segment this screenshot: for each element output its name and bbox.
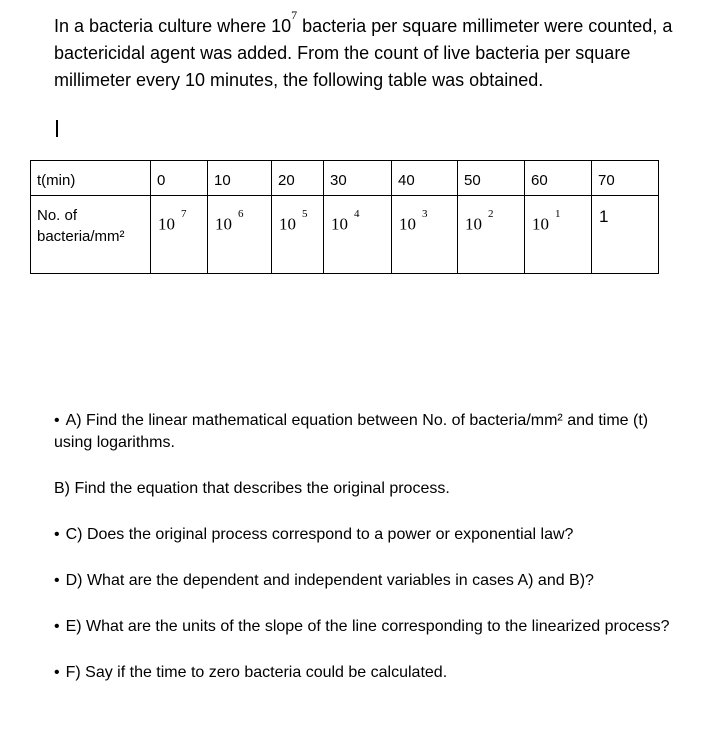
bacteria-header: No. of bacteria/mm² — [37, 207, 125, 245]
count-value — [151, 196, 207, 235]
text-cursor — [56, 120, 58, 137]
count-exponent: 6 — [238, 208, 244, 220]
time-cell — [324, 161, 392, 196]
count-base: 10 — [399, 214, 416, 234]
count-value — [272, 196, 323, 235]
time-cell — [208, 161, 272, 196]
count-exponent: 1 — [555, 208, 561, 220]
bullet: • — [54, 664, 60, 681]
time-cell — [525, 161, 592, 196]
bullet: • — [54, 572, 60, 589]
question-item — [54, 478, 674, 500]
count-value — [392, 196, 457, 235]
time-cell — [392, 161, 458, 196]
time-cell — [151, 161, 208, 196]
question-item — [54, 662, 674, 684]
time-value: 50 — [464, 172, 481, 189]
question-text: B) Find the equation that describes the original process. — [54, 480, 450, 497]
count-exponent: 7 — [181, 208, 187, 220]
question-text: D) What are the dependent and independent variables in cases A) and B)? — [65, 572, 594, 589]
bullet: • — [54, 412, 60, 429]
data-table — [30, 160, 659, 274]
question-item — [54, 616, 674, 638]
count-value — [525, 196, 591, 235]
count-value — [458, 196, 524, 235]
bacteria-row — [31, 196, 659, 274]
count-base: 10 — [215, 214, 232, 234]
question-item — [54, 410, 674, 454]
count-base: 10 — [279, 214, 296, 234]
question-text: A) Find the linear mathematical equation between No. of bacteria/mm² and time (t) using logarithms. — [54, 412, 649, 451]
question-text: C) Does the original process correspond to a power or exponential law? — [65, 526, 574, 543]
bullet: • — [54, 618, 60, 635]
time-cell — [592, 161, 659, 196]
time-value: 0 — [157, 172, 166, 189]
count-cell — [592, 196, 659, 274]
count-base: 10 — [465, 214, 482, 234]
count-exponent: 3 — [422, 208, 428, 220]
count-base: 10 — [532, 214, 549, 234]
count-base: 10 — [158, 214, 175, 234]
count-cell — [208, 196, 272, 274]
time-value: 10 — [214, 172, 231, 189]
time-cell — [272, 161, 324, 196]
count-value — [208, 196, 271, 235]
time-value: 40 — [398, 172, 415, 189]
count-cell — [151, 196, 208, 274]
time-header-cell — [31, 161, 151, 196]
count-value-last: 1 — [599, 207, 609, 226]
question-item — [54, 570, 674, 592]
question-text: F) Say if the time to zero bacteria could be calculated. — [65, 664, 448, 681]
count-exponent: 2 — [488, 208, 494, 220]
count-cell — [392, 196, 458, 274]
time-header: t(min) — [37, 172, 76, 189]
question-text: E) What are the units of the slope of the line corresponding to the linearized process? — [65, 618, 670, 635]
question-item — [54, 524, 674, 546]
count-exponent: 5 — [302, 208, 308, 220]
bacteria-header-cell — [31, 196, 151, 274]
intro-exponent: 7 — [291, 8, 298, 22]
problem-statement — [54, 8, 684, 94]
count-value — [324, 196, 391, 235]
time-value: 60 — [531, 172, 548, 189]
count-base: 10 — [331, 214, 348, 234]
time-cell — [458, 161, 525, 196]
intro-part1: In a bacteria culture where 10 — [54, 16, 292, 36]
count-cell — [525, 196, 592, 274]
time-value: 20 — [278, 172, 295, 189]
intro-part2: bacteria per square millimeter were counted, a bactericidal agent was added. From the count of live bacteria per square millimeter every 10 minutes, the following table was obtained. — [54, 16, 673, 90]
time-value: 70 — [598, 172, 615, 189]
count-exponent: 4 — [354, 208, 360, 220]
question-list — [54, 410, 674, 708]
bullet: • — [54, 526, 60, 543]
count-cell — [272, 196, 324, 274]
time-value: 30 — [330, 172, 347, 189]
time-row — [31, 161, 659, 196]
count-cell — [324, 196, 392, 274]
count-cell — [458, 196, 525, 274]
